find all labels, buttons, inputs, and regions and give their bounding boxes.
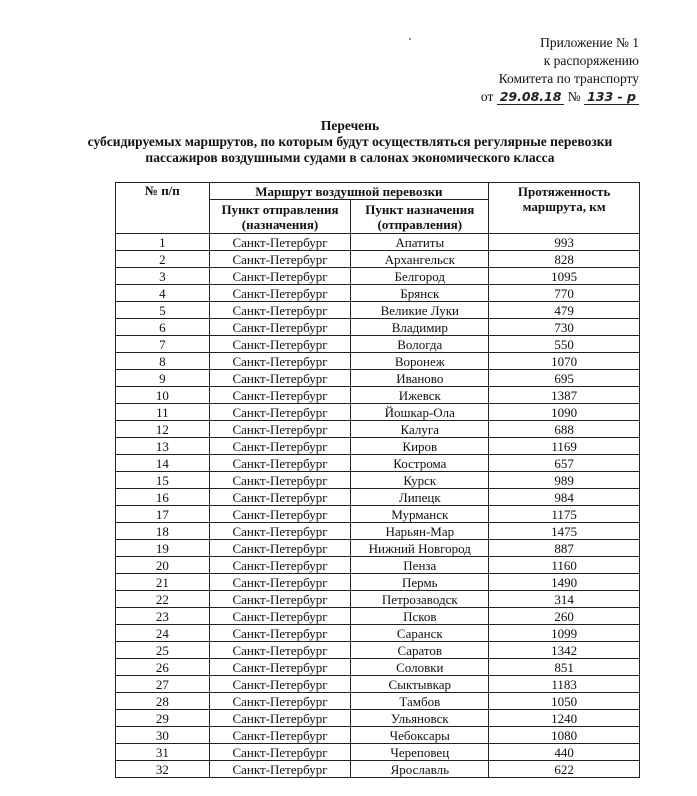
length-cell: 1387 xyxy=(489,387,640,404)
length-cell: 1050 xyxy=(489,693,640,710)
row-number-cell: 6 xyxy=(116,319,210,336)
destination-cell: Великие Луки xyxy=(351,302,489,319)
appendix-line-1: Приложение № 1 xyxy=(540,35,639,50)
length-cell: 1095 xyxy=(489,268,640,285)
table-row xyxy=(116,319,640,336)
header-from: Пункт отправления (назначения) xyxy=(209,200,351,234)
title-line-2: пассажиров воздушными судами в салонах экономического класса xyxy=(145,150,555,165)
appendix-block xyxy=(481,34,639,106)
departure-cell: Санкт-Петербург xyxy=(209,404,351,421)
date-prefix: от xyxy=(480,89,494,104)
destination-cell: Ярославль xyxy=(351,761,489,778)
departure-cell: Санкт-Петербург xyxy=(209,506,351,523)
length-cell: 1183 xyxy=(489,676,640,693)
length-cell: 989 xyxy=(489,472,640,489)
destination-cell: Йошкар-Ола xyxy=(351,404,489,421)
departure-cell: Санкт-Петербург xyxy=(209,489,351,506)
table-row xyxy=(116,455,640,472)
departure-cell: Санкт-Петербург xyxy=(209,676,351,693)
table-row xyxy=(116,336,640,353)
length-cell: 1070 xyxy=(489,353,640,370)
table-row xyxy=(116,744,640,761)
destination-cell: Курск xyxy=(351,472,489,489)
length-cell: 1169 xyxy=(489,438,640,455)
title-line-1: субсидируемых маршрутов, по которым будут осуществляться регулярные перевозки xyxy=(87,134,613,149)
departure-cell: Санкт-Петербург xyxy=(209,693,351,710)
row-number-cell: 5 xyxy=(116,302,210,319)
header-num: № п/п xyxy=(116,183,210,234)
row-number-cell: 27 xyxy=(116,676,210,693)
table-row xyxy=(116,591,640,608)
destination-cell: Петрозаводск xyxy=(351,591,489,608)
header-route: Маршрут воздушной перевозки xyxy=(209,183,489,200)
scan-speck xyxy=(409,38,411,40)
length-cell: 1160 xyxy=(489,557,640,574)
destination-cell: Чебоксары xyxy=(351,727,489,744)
table-row xyxy=(116,642,640,659)
length-cell: 1080 xyxy=(489,727,640,744)
destination-cell: Саранск xyxy=(351,625,489,642)
departure-cell: Санкт-Петербург xyxy=(209,710,351,727)
departure-cell: Санкт-Петербург xyxy=(209,557,351,574)
length-cell: 440 xyxy=(489,744,640,761)
table-row xyxy=(116,506,640,523)
destination-cell: Владимир xyxy=(351,319,489,336)
length-cell: 1099 xyxy=(489,625,640,642)
destination-cell: Сыктывкар xyxy=(351,676,489,693)
table-row xyxy=(116,268,640,285)
destination-cell: Киров xyxy=(351,438,489,455)
table-row xyxy=(116,472,640,489)
destination-cell: Вологда xyxy=(351,336,489,353)
appendix-line-2: к распоряжению xyxy=(543,53,639,68)
destination-cell: Псков xyxy=(351,608,489,625)
destination-cell: Кострома xyxy=(351,455,489,472)
destination-cell: Череповец xyxy=(351,744,489,761)
row-number-cell: 18 xyxy=(116,523,210,540)
departure-cell: Санкт-Петербург xyxy=(209,642,351,659)
table-row xyxy=(116,302,640,319)
destination-cell: Мурманск xyxy=(351,506,489,523)
routes-table-body xyxy=(116,234,640,778)
destination-cell: Ульяновск xyxy=(351,710,489,727)
table-row xyxy=(116,676,640,693)
departure-cell: Санкт-Петербург xyxy=(209,608,351,625)
table-row xyxy=(116,421,640,438)
row-number-cell: 25 xyxy=(116,642,210,659)
length-cell: 657 xyxy=(489,455,640,472)
row-number-cell: 19 xyxy=(116,540,210,557)
departure-cell: Санкт-Петербург xyxy=(209,472,351,489)
table-row xyxy=(116,625,640,642)
destination-cell: Саратов xyxy=(351,642,489,659)
row-number-cell: 17 xyxy=(116,506,210,523)
departure-cell: Санкт-Петербург xyxy=(209,387,351,404)
table-row xyxy=(116,285,640,302)
length-cell: 887 xyxy=(489,540,640,557)
length-cell: 695 xyxy=(489,370,640,387)
table-row xyxy=(116,387,640,404)
length-cell: 1342 xyxy=(489,642,640,659)
row-number-cell: 11 xyxy=(116,404,210,421)
length-cell: 828 xyxy=(489,251,640,268)
number-prefix: № xyxy=(567,89,581,104)
row-number-cell: 8 xyxy=(116,353,210,370)
row-number-cell: 31 xyxy=(116,744,210,761)
row-number-cell: 29 xyxy=(116,710,210,727)
row-number-cell: 20 xyxy=(116,557,210,574)
destination-cell: Тамбов xyxy=(351,693,489,710)
departure-cell: Санкт-Петербург xyxy=(209,455,351,472)
row-number-cell: 22 xyxy=(116,591,210,608)
row-number-cell: 7 xyxy=(116,336,210,353)
table-row xyxy=(116,438,640,455)
row-number-cell: 23 xyxy=(116,608,210,625)
length-cell: 314 xyxy=(489,591,640,608)
length-cell: 1175 xyxy=(489,506,640,523)
length-cell: 984 xyxy=(489,489,640,506)
row-number-cell: 26 xyxy=(116,659,210,676)
table-row xyxy=(116,761,640,778)
destination-cell: Апатиты xyxy=(351,234,489,251)
table-row xyxy=(116,370,640,387)
table-row xyxy=(116,523,640,540)
table-row xyxy=(116,693,640,710)
departure-cell: Санкт-Петербург xyxy=(209,268,351,285)
destination-cell: Белгород xyxy=(351,268,489,285)
document-title xyxy=(60,118,640,166)
row-number-cell: 21 xyxy=(116,574,210,591)
length-cell: 1090 xyxy=(489,404,640,421)
row-number-cell: 28 xyxy=(116,693,210,710)
destination-cell: Пенза xyxy=(351,557,489,574)
destination-cell: Ижевск xyxy=(351,387,489,404)
row-number-cell: 30 xyxy=(116,727,210,744)
length-cell: 550 xyxy=(489,336,640,353)
row-number-cell: 1 xyxy=(116,234,210,251)
length-cell: 260 xyxy=(489,608,640,625)
table-row xyxy=(116,608,640,625)
destination-cell: Иваново xyxy=(351,370,489,387)
header-length: Протяженность маршрута, км xyxy=(489,183,640,234)
routes-table xyxy=(115,182,640,778)
destination-cell: Нарьян-Мар xyxy=(351,523,489,540)
departure-cell: Санкт-Петербург xyxy=(209,625,351,642)
title-heading: Перечень xyxy=(320,118,380,133)
length-cell: 479 xyxy=(489,302,640,319)
row-number-cell: 10 xyxy=(116,387,210,404)
number-handwritten: 133 - р xyxy=(584,89,639,105)
departure-cell: Санкт-Петербург xyxy=(209,234,351,251)
appendix-line-3: Комитета по транспорту xyxy=(498,71,639,86)
row-number-cell: 32 xyxy=(116,761,210,778)
date-handwritten: 29.08.18 xyxy=(497,89,565,105)
table-row xyxy=(116,489,640,506)
table-row xyxy=(116,234,640,251)
destination-cell: Пермь xyxy=(351,574,489,591)
departure-cell: Санкт-Петербург xyxy=(209,727,351,744)
table-row xyxy=(116,404,640,421)
row-number-cell: 3 xyxy=(116,268,210,285)
length-cell: 622 xyxy=(489,761,640,778)
destination-cell: Соловки xyxy=(351,659,489,676)
length-cell: 1240 xyxy=(489,710,640,727)
departure-cell: Санкт-Петербург xyxy=(209,353,351,370)
length-cell: 730 xyxy=(489,319,640,336)
length-cell: 770 xyxy=(489,285,640,302)
table-row xyxy=(116,710,640,727)
length-cell: 851 xyxy=(489,659,640,676)
table-row xyxy=(116,727,640,744)
departure-cell: Санкт-Петербург xyxy=(209,251,351,268)
row-number-cell: 15 xyxy=(116,472,210,489)
departure-cell: Санкт-Петербург xyxy=(209,319,351,336)
departure-cell: Санкт-Петербург xyxy=(209,523,351,540)
table-row xyxy=(116,353,640,370)
departure-cell: Санкт-Петербург xyxy=(209,744,351,761)
departure-cell: Санкт-Петербург xyxy=(209,659,351,676)
length-cell: 1490 xyxy=(489,574,640,591)
departure-cell: Санкт-Петербург xyxy=(209,302,351,319)
destination-cell: Архангельск xyxy=(351,251,489,268)
row-number-cell: 4 xyxy=(116,285,210,302)
table-row xyxy=(116,574,640,591)
destination-cell: Нижний Новгород xyxy=(351,540,489,557)
row-number-cell: 16 xyxy=(116,489,210,506)
row-number-cell: 13 xyxy=(116,438,210,455)
header-to: Пункт назначения (отправления) xyxy=(351,200,489,234)
table-row xyxy=(116,659,640,676)
length-cell: 688 xyxy=(489,421,640,438)
departure-cell: Санкт-Петербург xyxy=(209,438,351,455)
row-number-cell: 14 xyxy=(116,455,210,472)
row-number-cell: 24 xyxy=(116,625,210,642)
row-number-cell: 2 xyxy=(116,251,210,268)
appendix-date-line xyxy=(481,88,639,106)
departure-cell: Санкт-Петербург xyxy=(209,421,351,438)
destination-cell: Липецк xyxy=(351,489,489,506)
table-row xyxy=(116,251,640,268)
departure-cell: Санкт-Петербург xyxy=(209,285,351,302)
departure-cell: Санкт-Петербург xyxy=(209,591,351,608)
departure-cell: Санкт-Петербург xyxy=(209,540,351,557)
length-cell: 1475 xyxy=(489,523,640,540)
row-number-cell: 9 xyxy=(116,370,210,387)
row-number-cell: 12 xyxy=(116,421,210,438)
destination-cell: Брянск xyxy=(351,285,489,302)
length-cell: 993 xyxy=(489,234,640,251)
departure-cell: Санкт-Петербург xyxy=(209,574,351,591)
departure-cell: Санкт-Петербург xyxy=(209,336,351,353)
table-row xyxy=(116,540,640,557)
departure-cell: Санкт-Петербург xyxy=(209,370,351,387)
destination-cell: Воронеж xyxy=(351,353,489,370)
table-row xyxy=(116,557,640,574)
destination-cell: Калуга xyxy=(351,421,489,438)
departure-cell: Санкт-Петербург xyxy=(209,761,351,778)
